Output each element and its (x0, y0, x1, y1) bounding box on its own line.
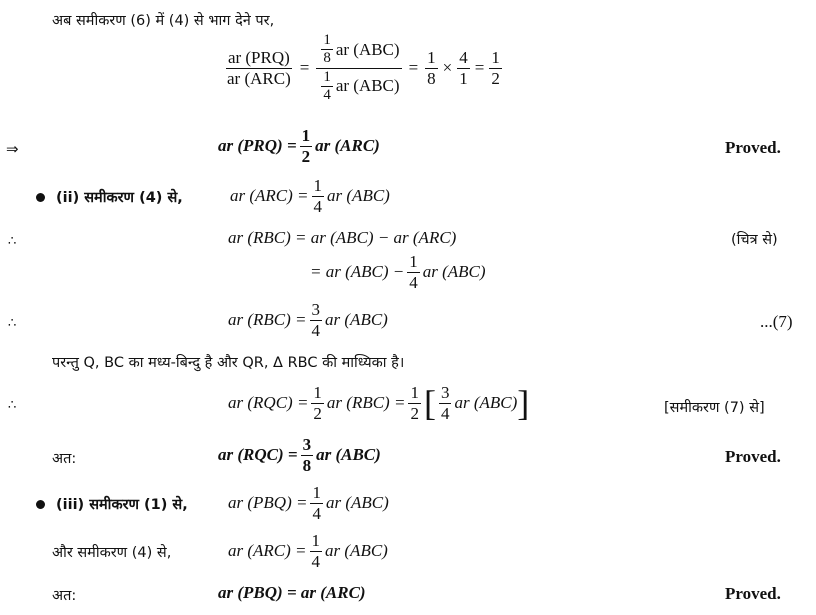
eq6-frac-num: 3 (311, 300, 321, 319)
eq3-lhs: ar (ARC) = (230, 186, 309, 206)
paragraph-text: परन्तु Q, BC का मध्य-बिन्दु है और QR, Δ RBC की माध्यिका है। (52, 355, 405, 371)
equation-11: ar (PBQ) = ar (ARC) (218, 583, 366, 602)
eq8-frac-den: 8 (302, 455, 312, 475)
implies-symbol: ⇒ (6, 140, 19, 158)
proved-label: Proved. (725, 584, 781, 603)
hence-label: अत: (52, 588, 77, 604)
coef-numerator: 1 (321, 69, 333, 87)
therefore-symbol: ∴ (8, 234, 17, 249)
eq5-frac-num: 1 (409, 252, 418, 271)
therefore-symbol: ∴ (8, 316, 17, 331)
equation-reference: [समीकरण (7) से] (664, 400, 765, 416)
eq9-frac-den: 4 (312, 503, 321, 523)
equation-1: $\frac{\text{ar (PRQ)}}{\text{ar (ARC)}}$ = $\frac{1}{8}$ ar (ABC) $\frac{1}{4}$ ar (ABC) = $\frac{1}{8}$ × $\frac{4}{1}$ = $\frac{1}{2}$ (227, 32, 500, 103)
right-bracket: ] (517, 383, 530, 424)
eq7-tail: ar (ABC) (454, 393, 518, 413)
eq2-rhs: ar (ARC) (315, 136, 380, 156)
intro-text: अब समीकरण (6) में (4) से भाग देने पर, (52, 13, 275, 29)
ratio2-den: 1 (459, 68, 468, 88)
eq9-lhs: ar (PBQ) = (228, 493, 308, 513)
eq7-frac3-num: 3 (440, 383, 450, 402)
eq7-frac3-den: 4 (440, 403, 450, 423)
eq3-rhs: ar (ABC) (327, 186, 390, 206)
eq3-frac-num: 1 (313, 176, 323, 195)
eq10-rhs: ar (ABC) (325, 541, 388, 561)
eq2-frac-den: 2 (301, 146, 311, 166)
coef-denominator: 4 (323, 86, 331, 103)
eq10-lhs: ar (ARC) = (228, 541, 307, 561)
part-iii-label: (iii) समीकरण (1) से, (56, 497, 188, 513)
eq5-rhs: ar (ABC) (422, 262, 486, 282)
eq2-frac-num: 1 (301, 126, 311, 145)
hence-label: अत: (52, 451, 77, 467)
bullet-icon (36, 193, 45, 202)
eq7-frac2-den: 2 (410, 403, 419, 423)
ratio2-num: 4 (459, 47, 468, 67)
equation-10 (228, 531, 388, 571)
eq5-frac-den: 4 (409, 272, 418, 292)
equation-2 (218, 126, 380, 166)
eq3-frac-den: 4 (313, 196, 323, 216)
lhs-numerator: ar (PRQ) (227, 47, 290, 67)
equation-8 (218, 435, 381, 475)
equation-7 (228, 383, 529, 423)
eq6-lhs: ar (RBC) = (228, 310, 307, 330)
lhs-denominator: ar (ARC) (227, 68, 291, 88)
mid-denominator-tail: ar (ABC) (335, 76, 400, 96)
coef-denominator: 8 (323, 50, 331, 67)
equation-9 (228, 483, 389, 523)
proved-label: Proved. (725, 447, 781, 466)
part-ii-label: (ii) समीकरण (4) से, (56, 190, 183, 206)
ratio3-num: 1 (491, 47, 500, 67)
proved-label: Proved. (725, 138, 781, 157)
eq5-lhs: = ar (ABC) − (310, 262, 405, 282)
eq8-frac-num: 3 (302, 435, 312, 454)
fraction-middle (316, 32, 401, 104)
coef-numerator: 1 (321, 32, 333, 50)
eq9-frac-num: 1 (312, 483, 321, 502)
equation-4: ar (RBC) = ar (ABC) − ar (ARC) (228, 228, 457, 247)
ratio1-den: 8 (427, 68, 436, 88)
eq7-frac1-num: 1 (313, 383, 322, 402)
equation-6 (228, 300, 388, 340)
eq7-frac2-num: 1 (410, 383, 419, 402)
eq7-lhs: ar (RQC) = (228, 393, 309, 413)
ratio3-den: 2 (491, 68, 500, 88)
mid-numerator-tail: ar (ABC) (335, 39, 400, 59)
eq10-frac-num: 1 (311, 531, 321, 550)
eq6-rhs: ar (ABC) (325, 310, 388, 330)
left-bracket: [ (423, 383, 436, 424)
eq8-lhs: ar (RQC) = (218, 445, 298, 465)
eq6-frac-den: 4 (311, 320, 321, 340)
equation-number: ...(7) (760, 312, 793, 331)
and-equation-label: और समीकरण (4) से, (52, 545, 172, 561)
eq8-rhs: ar (ABC) (316, 445, 381, 465)
eq10-frac-den: 4 (311, 551, 321, 571)
eq7-frac1-den: 2 (313, 403, 322, 423)
ratio1-num: 1 (427, 47, 436, 67)
therefore-symbol: ∴ (8, 398, 17, 413)
equation-5 (310, 252, 486, 292)
eq9-rhs: ar (ABC) (325, 493, 389, 513)
eq7-mid: ar (RBC) = (326, 393, 406, 413)
eq2-lhs: ar (PRQ) = (218, 136, 297, 156)
equation-3 (230, 176, 390, 216)
figure-note: (चित्र से) (731, 232, 778, 248)
bullet-icon (36, 500, 45, 509)
fraction-lhs (225, 48, 293, 88)
